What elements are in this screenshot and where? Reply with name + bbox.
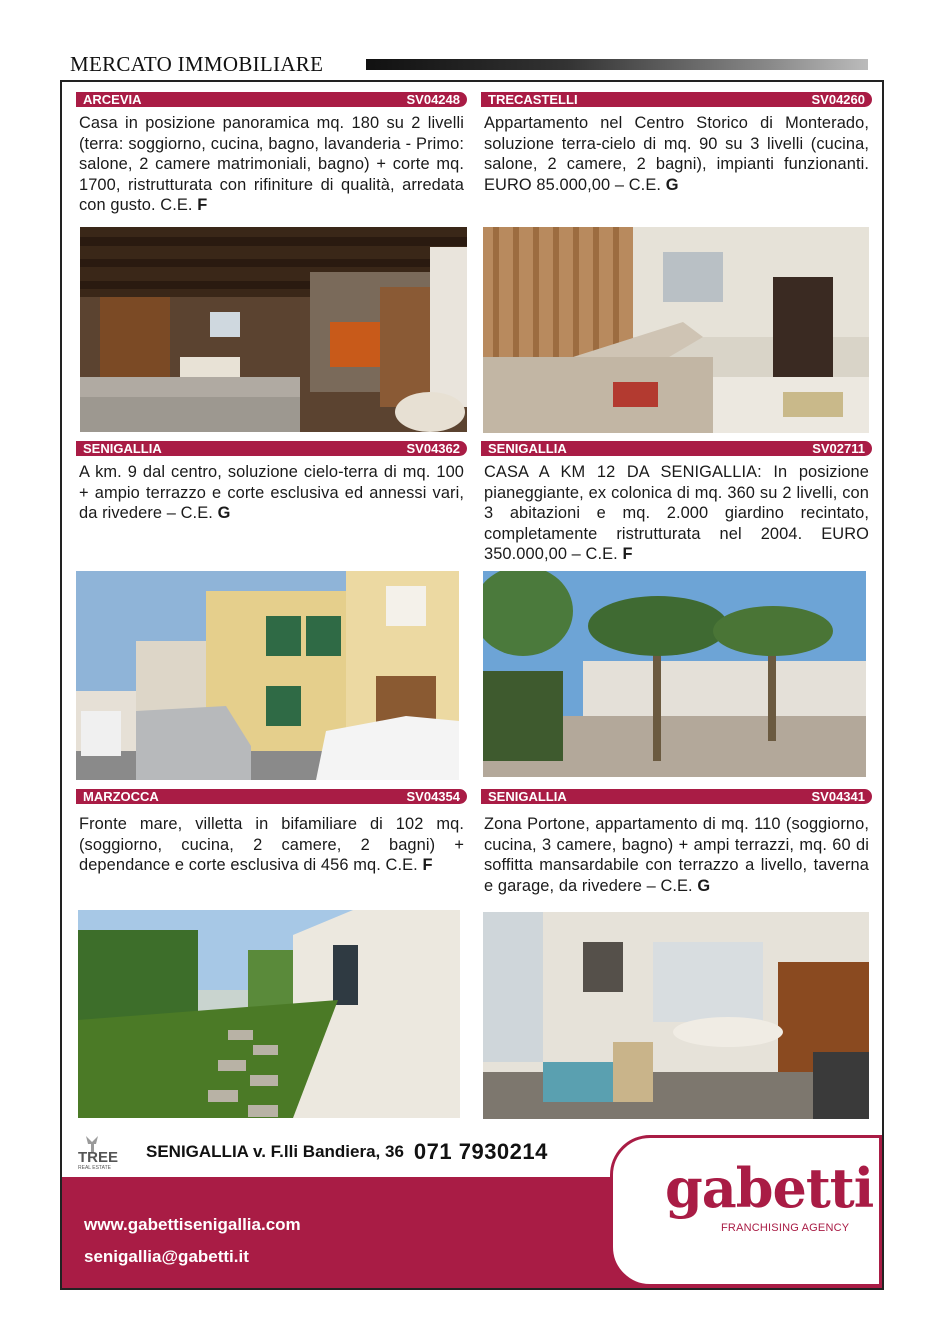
listing-location: TRECASTELLI xyxy=(488,92,578,107)
listing-description: Appartamento nel Centro Storico di Monterado, soluzione terra-cielo di mq. 90 su 3 livelli (cucina, salone, 2 camere, 2 bagni), impianti funzionanti. EURO 85.000,00 – C.E. G xyxy=(484,114,869,194)
energy-class: G xyxy=(697,876,711,895)
agency-phone[interactable]: 071 7930214 xyxy=(413,1139,548,1164)
listing-photo-palm-courtyard xyxy=(483,571,866,777)
listing-code: SV04341 xyxy=(811,789,865,804)
listing-tag xyxy=(481,441,872,456)
listing-card xyxy=(481,92,872,195)
brand-subtitle: FRANCHISING AGENCY xyxy=(721,1222,850,1234)
listing-description: Casa in posizione panoramica mq. 180 su 2 livelli (terra: soggiorno, cucina, bagno, lavanderia - Primo: salone, 2 camere matrimoniali, bagno) + corte mq. 1700, ristrutturata con rifiniture di qualità, arredata con gusto. C.E. F xyxy=(79,114,464,215)
agency-contact xyxy=(78,1132,618,1172)
tree-real-estate-logo xyxy=(78,1134,128,1170)
listing-location: MARZOCCA xyxy=(83,789,159,804)
listing-card xyxy=(76,441,467,524)
listing-code: SV04354 xyxy=(406,789,460,804)
listing-card xyxy=(76,92,467,216)
listing-photo-rustic-living-room xyxy=(80,227,467,432)
svg-text:TREE: TREE xyxy=(78,1149,119,1166)
listing-photo-street-houses xyxy=(76,571,459,780)
listing-location: SENIGALLIA xyxy=(488,789,567,804)
website-link[interactable]: www.gabettisenigallia.com xyxy=(84,1215,301,1234)
energy-class: F xyxy=(197,196,208,215)
header-rule xyxy=(366,59,868,70)
email-link[interactable]: senigallia@gabetti.it xyxy=(84,1247,249,1266)
listing-description: CASA A KM 12 DA SENIGALLIA: In posizione pianeggiante, ex colonica di mq. 360 su 2 livelli, con 3 abitazioni e mq. 2.000 giardino recintato, completamente ristrutturata nel 2004. EURO 350.000,00 – C.E. F xyxy=(484,463,869,564)
listing-photo-garden-villa xyxy=(78,910,460,1118)
listing-code: SV04362 xyxy=(406,441,460,456)
listing-photo-living-room-sofa xyxy=(483,227,869,433)
energy-class: G xyxy=(665,175,679,194)
agency-address: SENIGALLIA v. F.lli Bandiera, 36 xyxy=(146,1142,404,1161)
listing-card xyxy=(481,441,872,565)
gabetti-logo xyxy=(610,1135,882,1287)
svg-text:REAL ESTATE: REAL ESTATE xyxy=(78,1165,111,1170)
energy-class: G xyxy=(217,504,231,523)
energy-class: F xyxy=(622,545,633,564)
listing-description: Zona Portone, appartamento di mq. 110 (soggiorno, cucina, 3 camere, bagno) + ampi terrazzi, mq. 60 di soffitta mansardabile con terrazzo a livello, taverna e garage, da rivedere – C.E. G xyxy=(484,815,869,895)
listing-card xyxy=(76,789,467,876)
listing-card xyxy=(481,789,872,896)
energy-class: F xyxy=(422,856,433,875)
listing-description: Fronte mare, villetta in bifamiliare di 102 mq. (soggiorno, cucina, 2 camere, 2 bagni) + dependance e corte esclusiva di 456 mq. C.E. F xyxy=(79,815,464,875)
listing-code: SV04248 xyxy=(406,92,460,107)
listing-location: ARCEVIA xyxy=(83,92,142,107)
listing-code: SV02711 xyxy=(812,441,865,456)
brand-name: gabetti xyxy=(665,1156,874,1220)
listing-location: SENIGALLIA xyxy=(488,441,567,456)
listing-tag xyxy=(76,789,467,804)
listing-tag xyxy=(481,92,872,107)
listing-description: A km. 9 dal centro, soluzione cielo-terra di mq. 100 + ampio terrazzo e corte esclusiva ed annessi vari, da rivedere – C.E. G xyxy=(79,463,464,523)
listing-location: SENIGALLIA xyxy=(83,441,162,456)
listing-tag xyxy=(481,789,872,804)
listing-photo-dining-room xyxy=(483,912,869,1119)
section-title: MERCATO IMMOBILIARE xyxy=(70,52,324,76)
listing-tag xyxy=(76,441,467,456)
listing-code: SV04260 xyxy=(811,92,865,107)
listing-tag xyxy=(76,92,467,107)
